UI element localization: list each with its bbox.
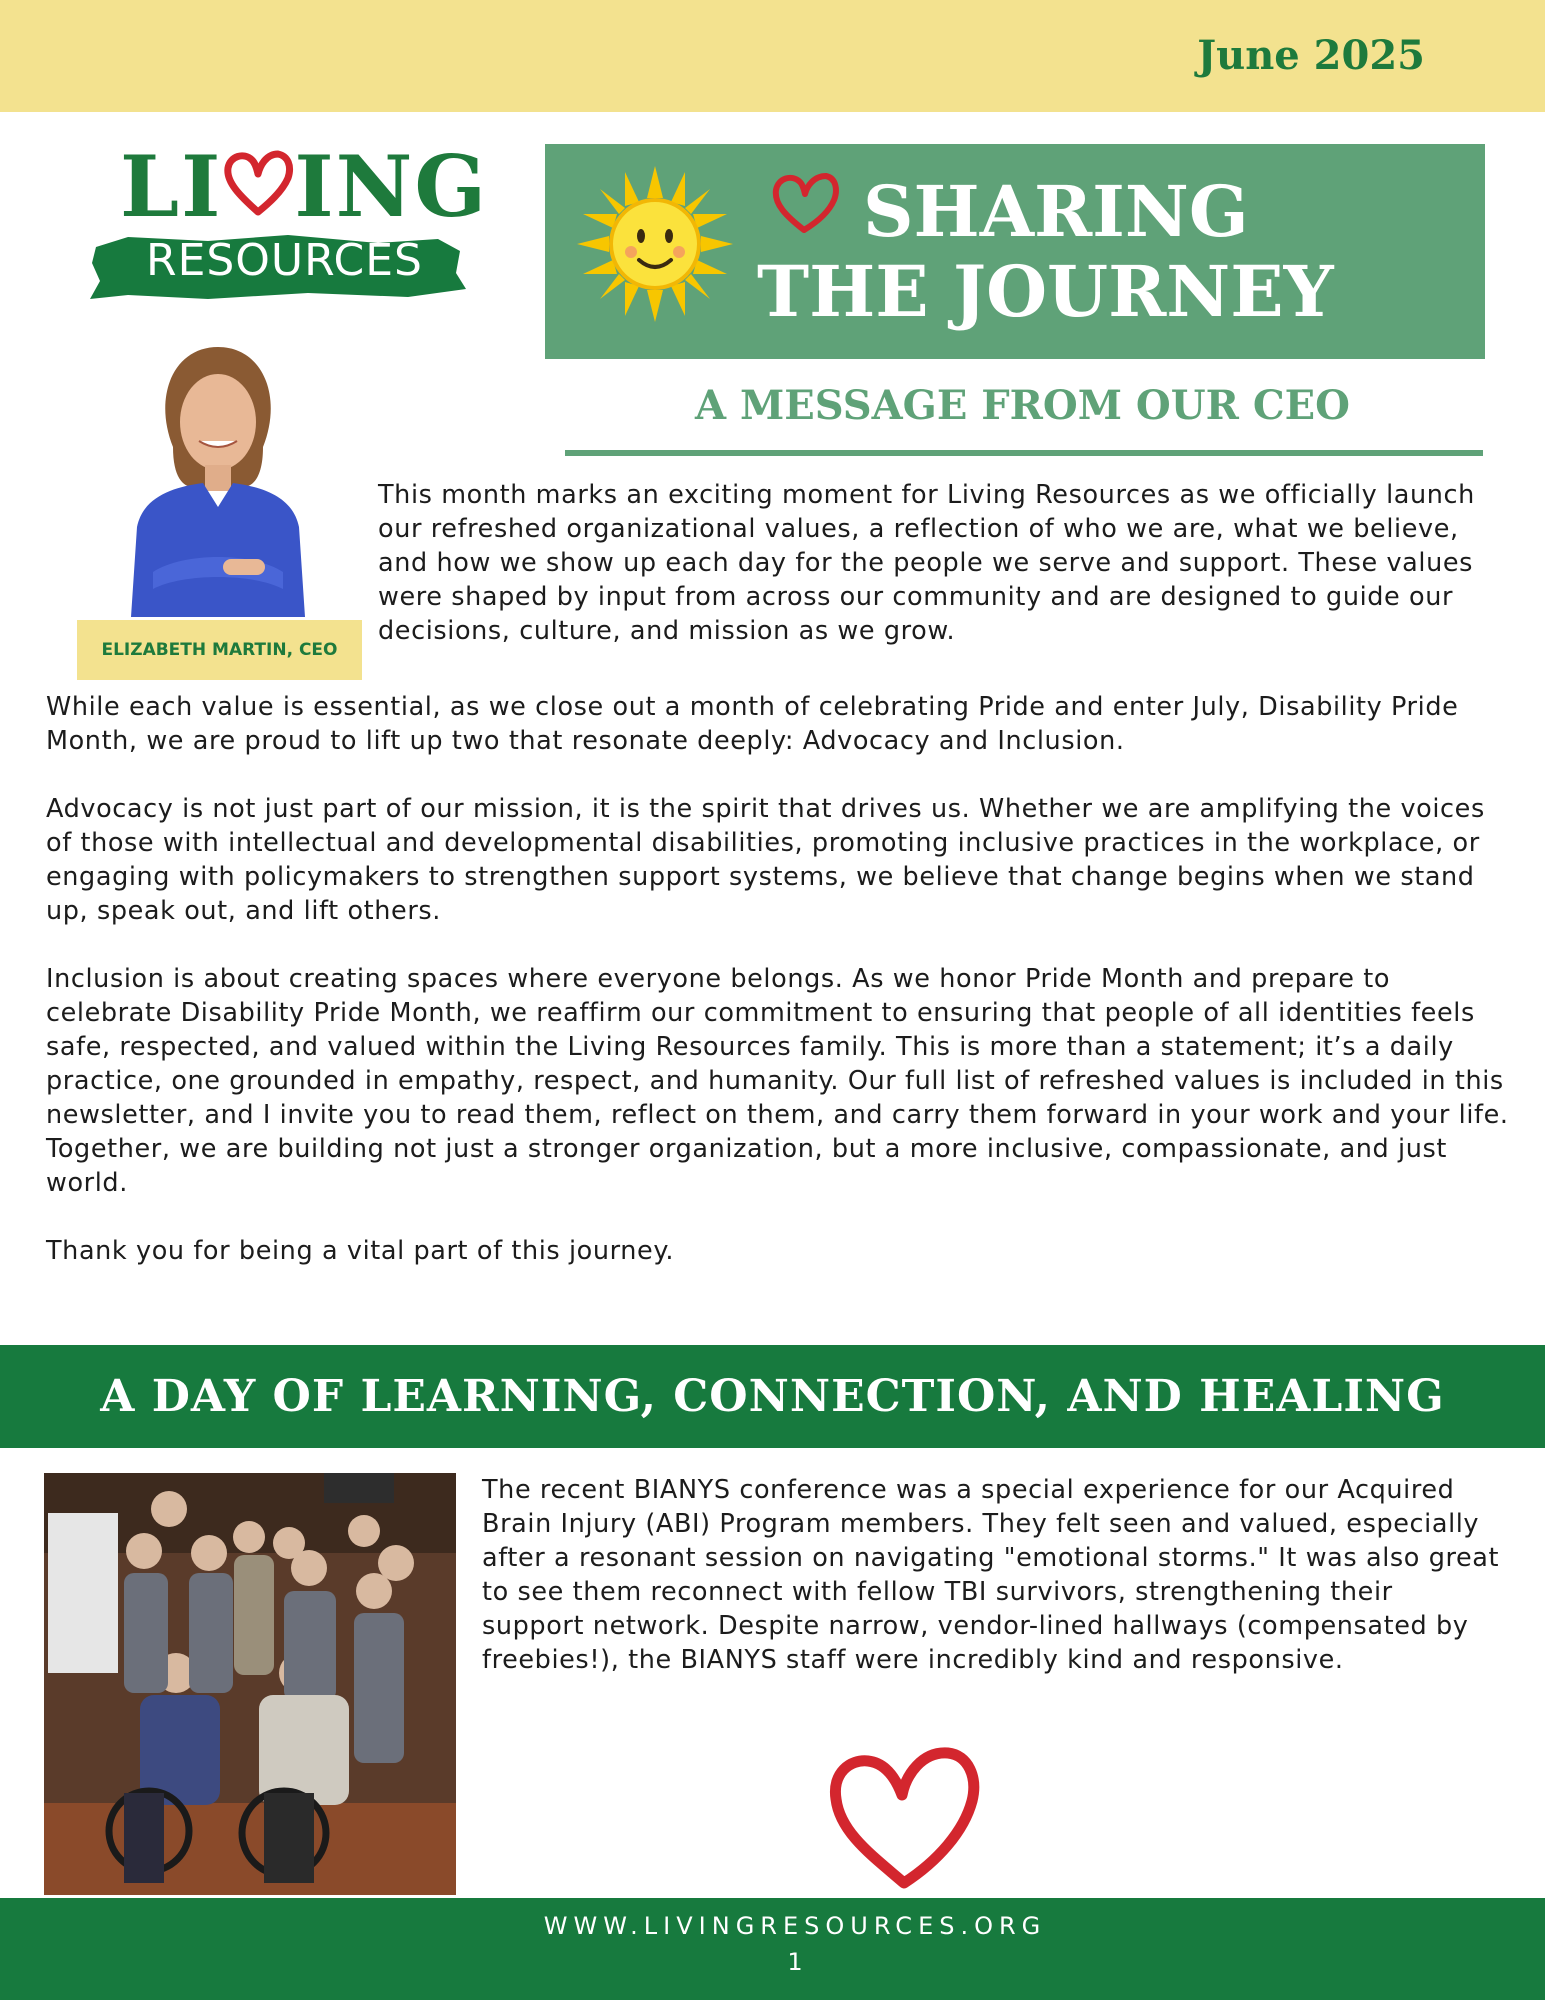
- conference-heading: A DAY OF LEARNING, CONNECTION, AND HEALING: [100, 1371, 1445, 1422]
- ceo-name-label: ELIZABETH MARTIN, CEO: [77, 620, 362, 680]
- issue-date: June 2025: [1197, 32, 1425, 79]
- top-banner: [0, 0, 1545, 112]
- footer-bar: [0, 1898, 1545, 2000]
- ceo-message-heading: A MESSAGE FROM OUR CEO: [695, 382, 1350, 429]
- message-paragraph: Inclusion is about creating spaces where everyone belongs. As we honor Pride Month and prepare to celebrate Disability Pride Month, we reaffirm our commitment to ensuring that people of all identities feels safe, respected, and valued within the Living Resources family. This is more than a statement; it’s a daily practice, one grounded in empathy, respect, and humanity. Our full list of refreshed values is included in this newsletter, and I invite you to read them, reflect on them, and carry them forward in your work and your life. Together, we are building not just a stronger organization, but a more inclusive, compassionate, and just world.: [46, 964, 1509, 1198]
- message-paragraph: While each value is essential, as we close out a month of celebrating Pride and enter July, Disability Pride Month, we are proud to lift up two that resonate deeply: Advocacy and Inclusion.: [46, 692, 1459, 756]
- message-paragraph: Advocacy is not just part of our mission, it is the spirit that drives us. Whether we are amplifying the voices of those with intellectual and developmental disabilities, promoting inclusive practices in the workplace, or engaging with policymakers to strengthen support systems, we believe that change begins when we stand up, speak out, and lift others.: [46, 794, 1485, 926]
- red-heart-icon: [826, 1745, 981, 1890]
- banner-heart-icon: [770, 172, 840, 236]
- conference-group-photo: [44, 1473, 456, 1895]
- logo-title: LI ING: [120, 137, 489, 236]
- living-resources-logo: [88, 137, 489, 305]
- ceo-message-body: [46, 690, 1516, 1302]
- message-paragraph: Thank you for being a vital part of this journey.: [46, 1236, 675, 1266]
- page-number: 1: [787, 1948, 803, 1976]
- banner-title-line2: THE JOURNEY: [757, 250, 1334, 333]
- smiling-sun-icon: [575, 164, 735, 324]
- newsletter-banner: [545, 144, 1485, 359]
- banner-title-line1: SHARING: [863, 170, 1249, 253]
- ceo-portrait-photo: [113, 337, 323, 617]
- conference-section-bar: [0, 1345, 1545, 1448]
- website-url[interactable]: WWW.LIVINGRESOURCES.ORG: [543, 1912, 1047, 1940]
- logo-subtitle: RESOURCES: [146, 235, 423, 286]
- conference-paragraph: The recent BIANYS conference was a special experience for our Acquired Brain Injury (ABI) Program members. They felt seen and valued, especially after a resonant session on navigating "emotional storms." It was also great to see them reconnect with fellow TBI survivors, strengthening their support network. Despite narrow, vendor-lined hallways (compensated by freebies!), the BIANYS staff were incredibly kind and responsive.: [482, 1475, 1500, 1675]
- logo-heart-icon: [222, 148, 294, 218]
- heading-underline: [565, 450, 1483, 456]
- ceo-intro-paragraph: This month marks an exciting moment for Living Resources as we officially launch our refreshed organizational values, a reflection of who we are, what we believe, and how we show up each day for the people we serve and support. These values were shaped by input from across our community and are designed to guide our decisions, culture, and mission as we grow.: [378, 480, 1475, 646]
